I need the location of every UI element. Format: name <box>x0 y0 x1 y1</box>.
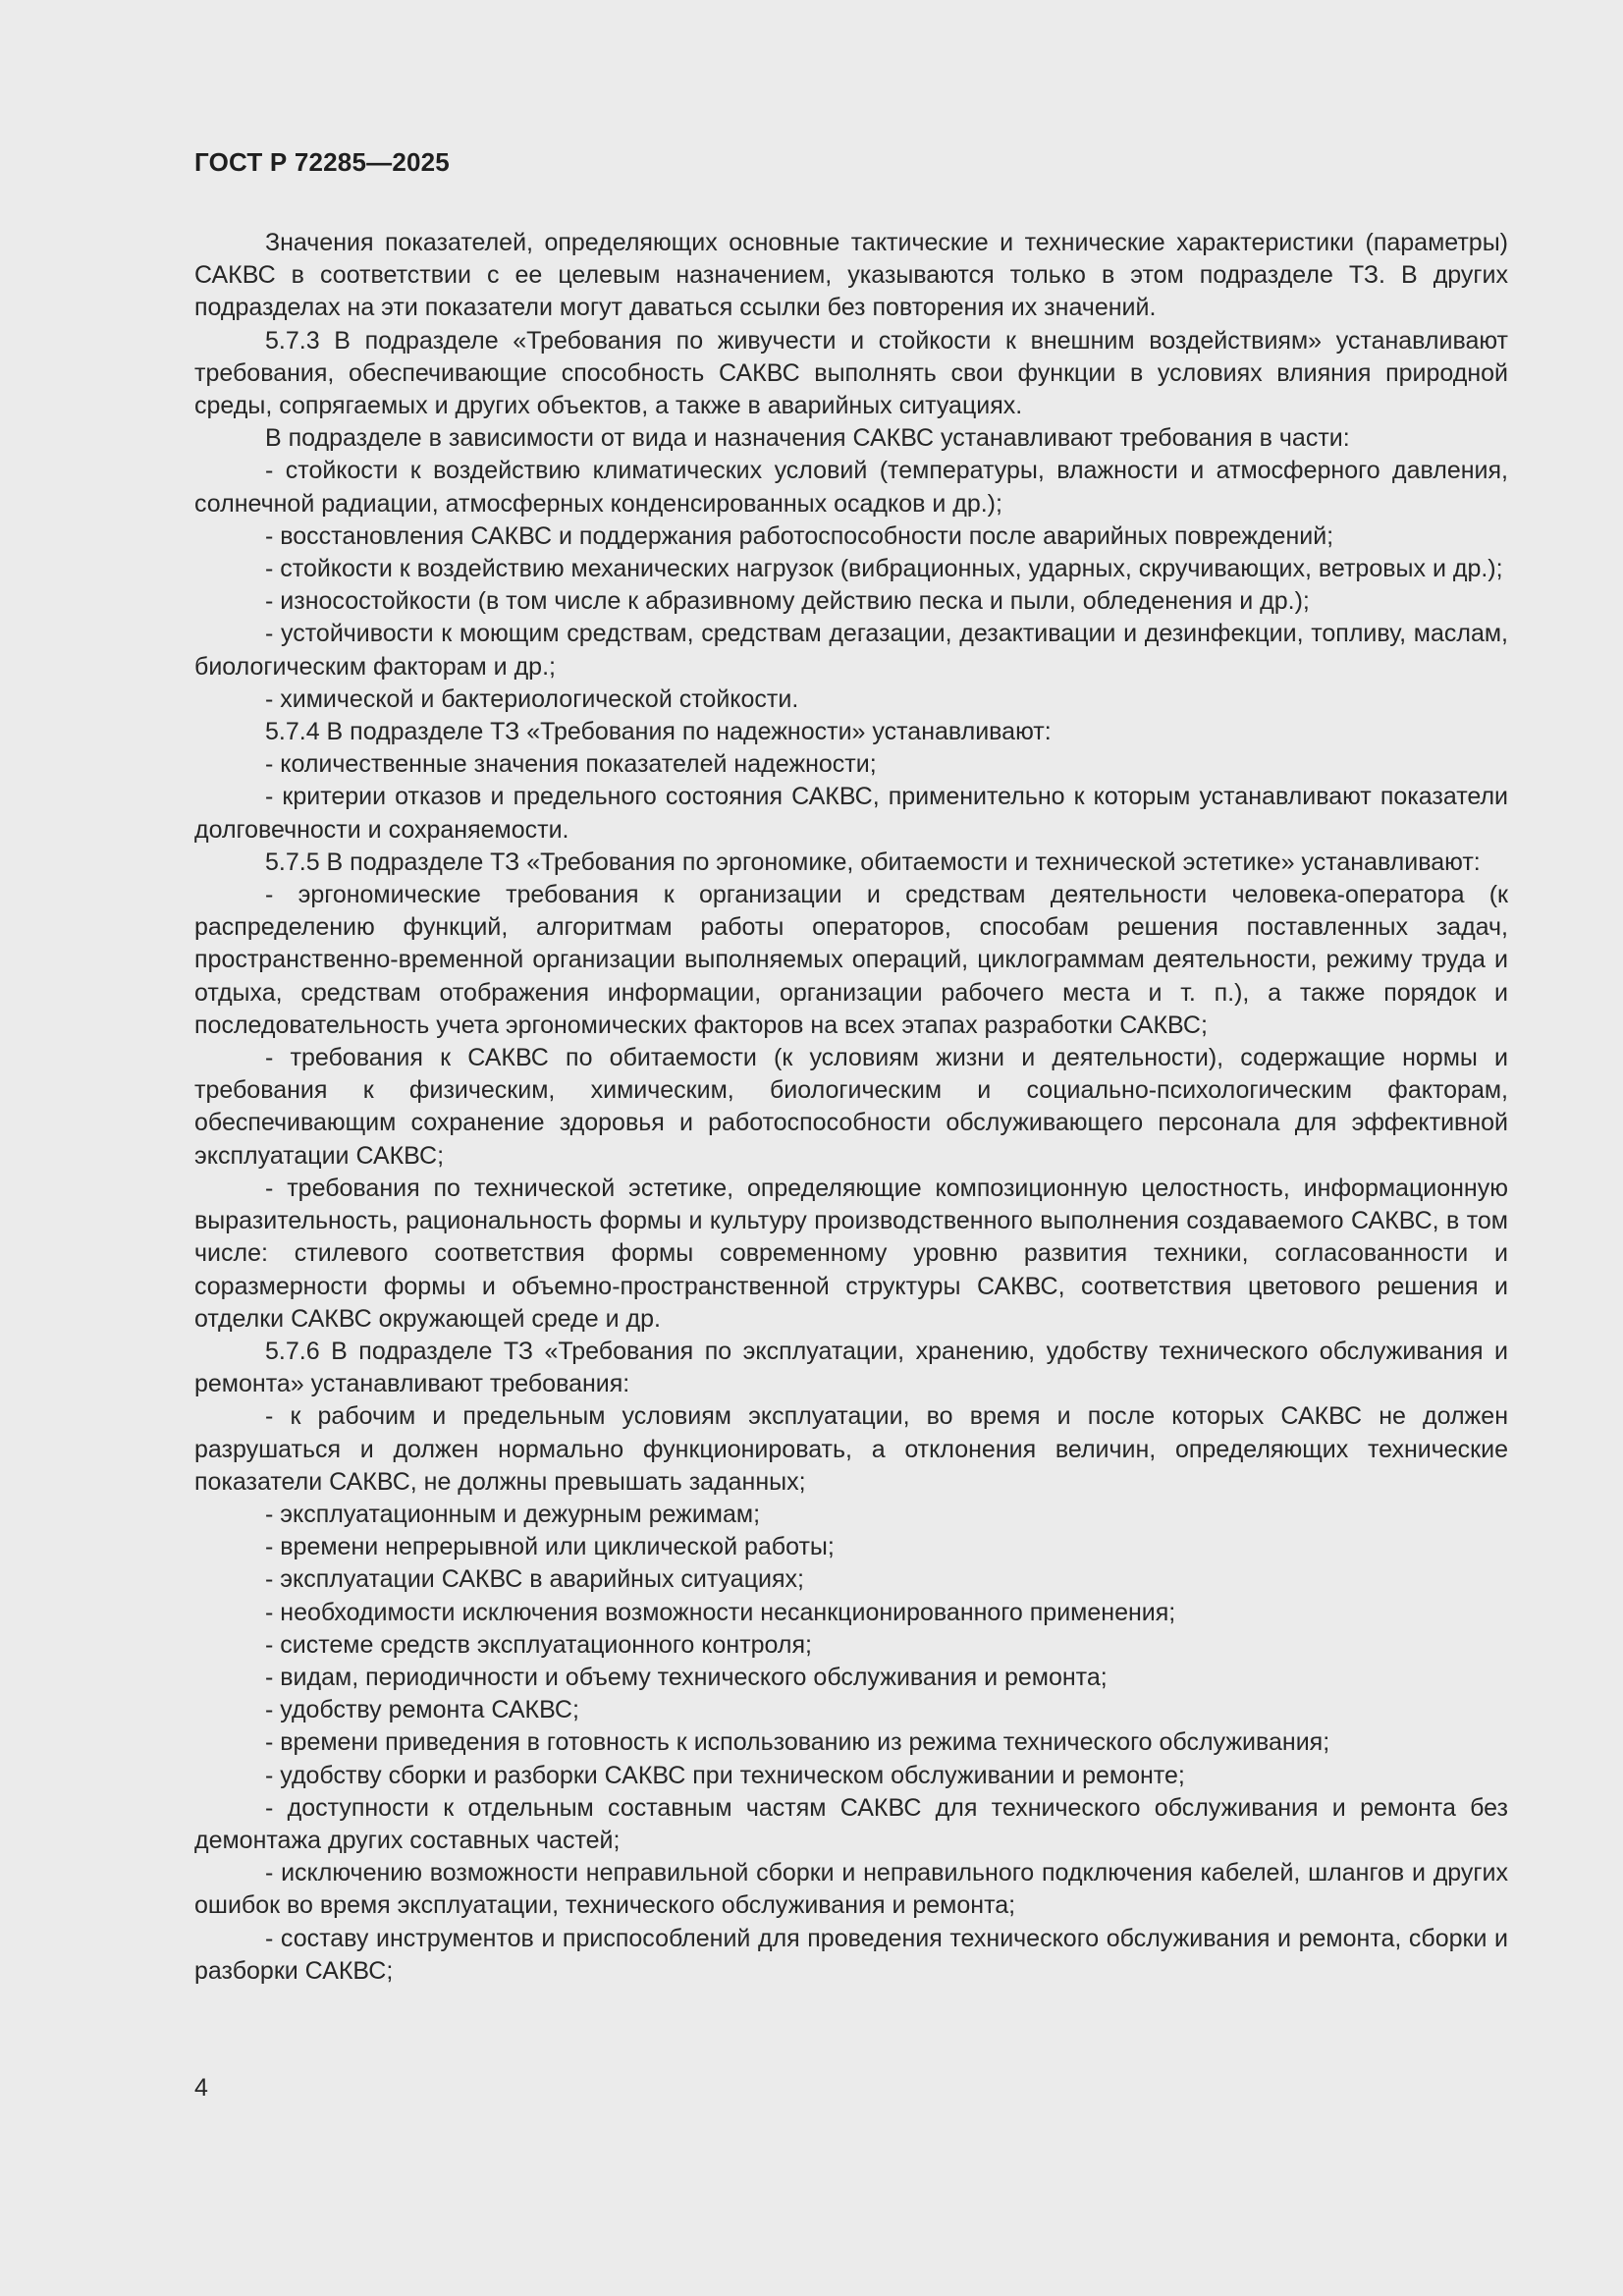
list-item: - времени непрерывной или циклической работы; <box>265 1533 835 1561</box>
standard-header: ГОСТ Р 72285—2025 <box>194 147 450 177</box>
page-number: 4 <box>194 2074 208 2102</box>
list-item: - эргономические требования к организации и средствам деятельности человека-оператора (к распределению функций, алгоритмам работы операторов, способам решения поставленных задач, пространственно-временной организации выполняемых операций, циклограммам деятельности, режиму труда и отдыха, средствам отображения информации, организации рабочего места и т. п.), а также порядок и последовательность учета эргономических факторов на всех этапах разработки САКВС; <box>194 881 1508 1039</box>
list-item: - требования по технической эстетике, определяющие композиционную целостность, информационную выразительность, рациональность формы и культуру производственного выполнения создаваемого САКВС, в том числе: стилевого соответствия формы современному уровню развития техники, согласованности и соразмерности формы и объемно-пространственной структуры САКВС, соответствия цветового решения и отделки САКВС окружающей среде и др. <box>194 1174 1508 1333</box>
list-item: - восстановления САКВС и поддержания работоспособности после аварийных повреждений; <box>265 521 1334 550</box>
list-item: - стойкости к воздействию климатических условий (температуры, влажности и атмосферного давления, солнечной радиации, атмосферных конденсированных осадков и др.); <box>194 457 1508 518</box>
list-item: - эксплуатации САКВС в аварийных ситуациях; <box>265 1565 804 1594</box>
paragraph: 5.7.6 В подразделе ТЗ «Требования по эксплуатации, хранению, удобству технического обслуживания и ремонта» устанавливают требования: <box>194 1337 1508 1398</box>
list-item: - количественные значения показателей надежности; <box>265 750 877 779</box>
list-item: - износостойкости (в том числе к абразивному действию песка и пыли, обледенения и др.); <box>265 587 1310 616</box>
paragraph: 5.7.5 В подразделе ТЗ «Требования по эргономике, обитаемости и технической эстетике» устанавливают: <box>265 847 1481 876</box>
list-item: - удобству ремонта САКВС; <box>265 1696 579 1724</box>
document-body <box>194 227 1508 1988</box>
list-item: - составу инструментов и приспособлений для проведения технического обслуживания и ремонта, сборки и разборки САКВС; <box>194 1924 1508 1985</box>
paragraph: В подразделе в зависимости от вида и назначения САКВС устанавливают требования в части: <box>265 424 1350 453</box>
list-item: - стойкости к воздействию механических нагрузок (вибрационных, ударных, скручивающих, ветровых и др.); <box>265 555 1503 583</box>
paragraph: 5.7.3 В подразделе «Требования по живучести и стойкости к внешним воздействиям» устанавливают требования, обеспечивающие способность САКВС выполнять свои функции в условиях влияния природной среды, сопрягаемых и других объектов, а также в аварийных ситуациях. <box>194 326 1508 420</box>
list-item: - устойчивости к моющим средствам, средствам дегазации, дезактивации и дезинфекции, топливу, маслам, биологическим факторам и др.; <box>194 620 1508 681</box>
paragraph: Значения показателей, определяющих основные тактические и технические характеристики (параметры) САКВС в соответствии с ее целевым назначением, указываются только в этом подразделе ТЗ. В других подразделах на эти показатели могут даваться ссылки без повторения их значений. <box>194 229 1508 322</box>
list-item: - химической и бактериологической стойкости. <box>265 684 799 713</box>
list-item: - требования к САКВС по обитаемости (к условиям жизни и деятельности), содержащие нормы и требования к физическим, химическим, биологическим и социально-психологическим факторам, обеспечивающим сохранение здоровья и работоспособности обслуживающего персонала для эффективной эксплуатации САКВС; <box>194 1044 1508 1170</box>
list-item: - необходимости исключения возможности несанкционированного применения; <box>265 1598 1176 1626</box>
list-item: - критерии отказов и предельного состояния САКВС, применительно к которым устанавливают показатели долговечности и сохраняемости. <box>194 783 1508 844</box>
list-item: - удобству сборки и разборки САКВС при техническом обслуживании и ремонте; <box>265 1761 1185 1789</box>
list-item: - исключению возможности неправильной сборки и неправильного подключения кабелей, шлангов и других ошибок во время эксплуатации, технического обслуживания и ремонта; <box>194 1859 1508 1920</box>
list-item: - системе средств эксплуатационного контроля; <box>265 1630 812 1659</box>
list-item: - видам, периодичности и объему технического обслуживания и ремонта; <box>265 1663 1108 1691</box>
paragraph: 5.7.4 В подразделе ТЗ «Требования по надежности» устанавливают: <box>265 718 1052 746</box>
list-item: - эксплуатационным и дежурным режимам; <box>265 1500 761 1528</box>
list-item: - времени приведения в готовность к использованию из режима технического обслуживания; <box>265 1728 1330 1757</box>
list-item: - доступности к отдельным составным частям САКВС для технического обслуживания и ремонта без демонтажа других составных частей; <box>194 1793 1508 1854</box>
list-item: - к рабочим и предельным условиям эксплуатации, во время и после которых САКВС не должен разрушаться и должен нормально функционировать, а отклонения величин, определяющих технические показатели САКВС, не должны превышать заданных; <box>194 1402 1508 1496</box>
